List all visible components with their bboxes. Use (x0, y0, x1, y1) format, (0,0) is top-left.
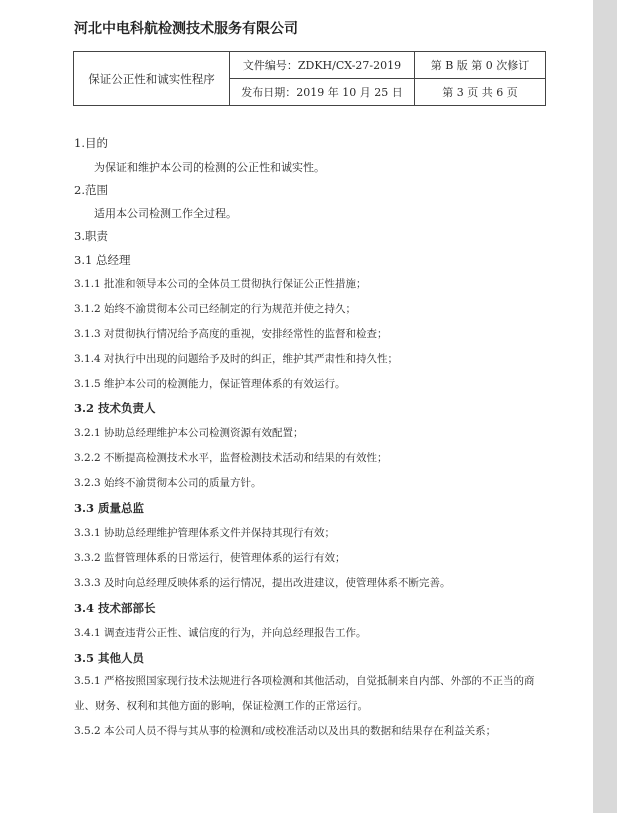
version-info: 第 B 版 第 0 次修订 (415, 52, 546, 79)
file-number: 文件编号：ZDKH/CX-27-2019 (230, 52, 415, 79)
tech-lead-item: 3.2.3 始终不渝贯彻本公司的质量方针。 (74, 477, 262, 489)
scan-margin (593, 0, 617, 813)
tech-lead-item: 3.2.1 协助总经理维护本公司检测资源有效配置； (74, 427, 304, 439)
program-title: 保证公正性和诚实性程序 (74, 52, 230, 106)
scope-heading: 2.范围 (74, 183, 108, 197)
qa-heading: 3.3 质量总监 (74, 501, 145, 515)
tech-lead-item: 3.2.2 不断提高检测技术水平，监督检测技术活动和结果的有效性； (74, 452, 388, 464)
duties-heading: 3.职责 (74, 229, 108, 243)
qa-item: 3.3.1 协助总经理维护管理体系文件并保持其现行有效； (74, 527, 336, 539)
qa-item: 3.3.3 及时向总经理反映体系的运行情况，提出改进建议，使管理体系不断完善。 (74, 577, 451, 589)
gm-item: 3.1.2 始终不渝贯彻本公司已经制定的行为规范并使之持久； (74, 303, 357, 315)
other-staff-item: 3.5.1 严格按照国家现行技术法规进行各项检测和其他活动，自觉抵制来自内部、外部的不正当的商业、财务、权利和其他方面的影响，保证检测工作的正常运行。 (74, 675, 535, 712)
page-info: 第 3 页 共 6 页 (415, 79, 546, 106)
qa-item: 3.3.2 监督管理体系的日常运行，使管理体系的运行有效； (74, 552, 346, 564)
tech-dept-item: 3.4.1 调查违背公正性、诚信度的行为，并向总经理报告工作。 (74, 627, 367, 639)
other-staff-heading: 3.5 其他人员 (74, 651, 145, 665)
tech-lead-heading: 3.2 技术负责人 (74, 401, 156, 415)
gm-heading: 3.1 总经理 (74, 253, 131, 267)
gm-item: 3.1.4 对执行中出现的问题给予及时的纠正，维护其严肃性和持久性； (74, 353, 399, 365)
release-date: 发布日期：2019 年 10 月 25 日 (230, 79, 415, 106)
scope-text: 适用本公司检测工作全过程。 (94, 207, 237, 220)
purpose-text: 为保证和维护本公司的检测的公正性和诚实性。 (94, 161, 325, 174)
company-name: 河北中电科航检测技术服务有限公司 (74, 21, 298, 37)
tech-dept-heading: 3.4 技术部部长 (74, 601, 156, 615)
gm-item: 3.1.5 维护本公司的检测能力，保证管理体系的有效运行。 (74, 378, 346, 390)
gm-item: 3.1.3 对贯彻执行情况给予高度的重视，安排经常性的监督和检查； (74, 328, 388, 340)
gm-item: 3.1.1 批准和领导本公司的全体员工贯彻执行保证公正性措施； (74, 278, 367, 290)
other-staff-item: 3.5.2 本公司人员不得与其从事的检测和/或校准活动以及出具的数据和结果存在利益关系； (74, 725, 497, 737)
document-header-table (73, 51, 546, 106)
purpose-heading: 1.目的 (74, 136, 108, 150)
